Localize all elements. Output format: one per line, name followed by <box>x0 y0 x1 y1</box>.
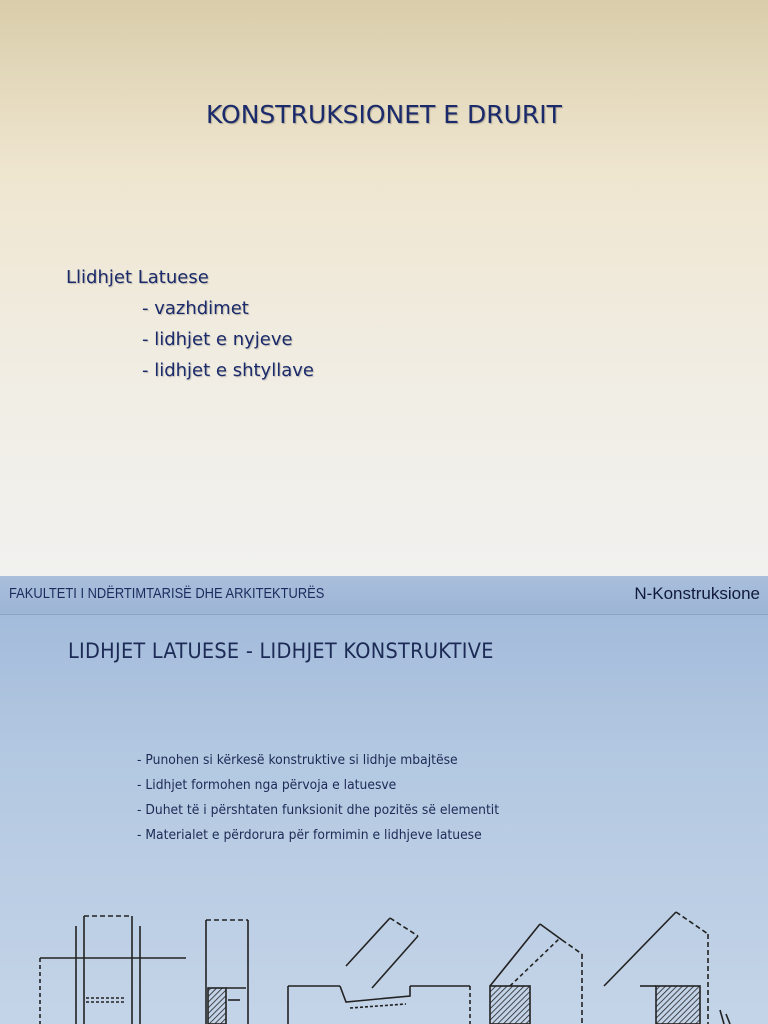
bullet-item: - Punohen si kërkesë konstruktive si lidhje mbajtëse <box>137 753 458 768</box>
bullet-item: - Duhet të i përshtaten funksionit dhe pozitës së elementit <box>137 803 500 818</box>
slide-2-header <box>0 576 768 615</box>
slide-2-bullets <box>137 748 499 848</box>
joint-drawing-5 <box>604 912 730 1024</box>
joint-diagrams <box>0 876 768 1024</box>
bullet-item: - Materialet e përdorura për formimin e lidhjeve latuese <box>137 828 482 843</box>
joint-drawing-1 <box>40 916 186 1024</box>
slide-1-list <box>66 262 314 386</box>
slide-2 <box>0 576 768 1024</box>
faculty-name: FAKULTETI I NDËRTIMTARISË DHE ARKITEKTURËS <box>9 585 325 602</box>
joint-drawing-4 <box>490 924 582 1024</box>
bullet-item: - Lidhjet formohen nga përvoja e latuesve <box>137 778 397 793</box>
brand-label: N-Konstruksione <box>634 584 760 603</box>
list-item: - vazhdimet <box>142 298 249 319</box>
list-item: - lidhjet e shtyllave <box>142 360 314 381</box>
list-item: - lidhjet e nyjeve <box>142 329 293 350</box>
slide-1-title: KONSTRUKSIONET E DRURIT <box>206 100 562 129</box>
slide-2-title: LIDHJET LATUESE - LIDHJET KONSTRUKTIVE <box>68 639 494 663</box>
joint-drawing-2 <box>206 920 248 1024</box>
joint-drawing-3 <box>288 918 470 1024</box>
list-heading: Llidhjet Latuese <box>66 267 209 288</box>
